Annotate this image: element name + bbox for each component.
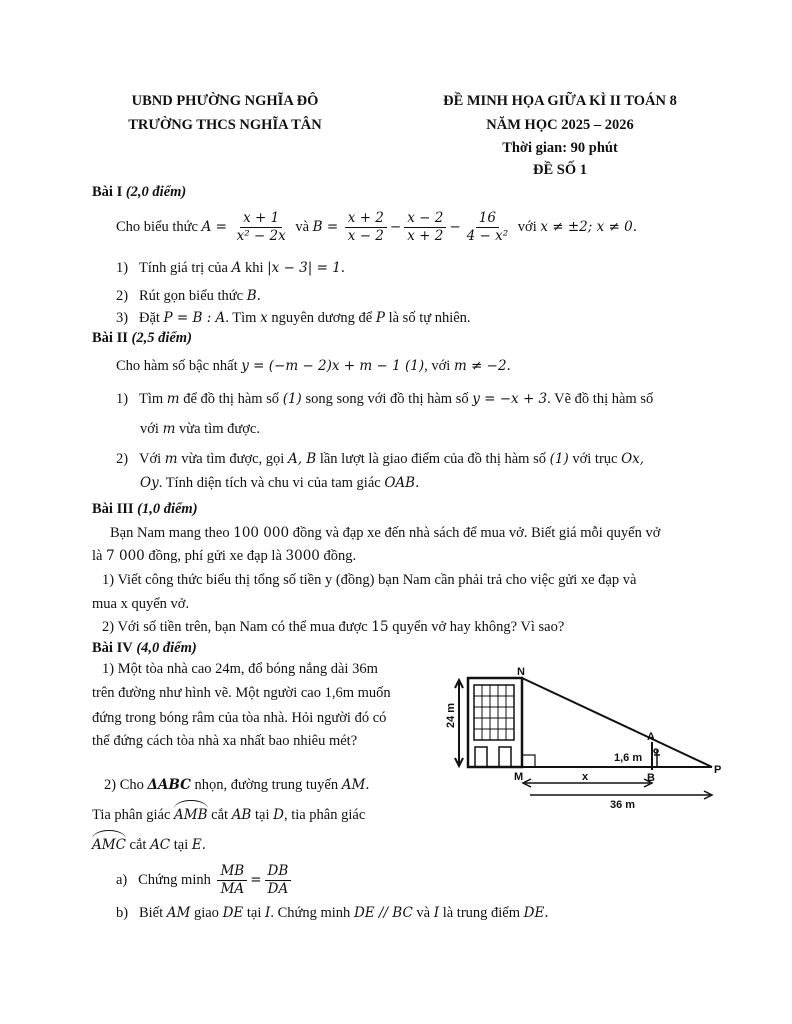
question-1-1: 1) Tính giá trị của A khi |x − 3| = 1. bbox=[116, 260, 346, 276]
section-4-title: Bài IV (4,0 điểm) bbox=[92, 640, 197, 656]
question-4-1-line-1: 1) Một tòa nhà cao 24m, đổ bóng nắng dài 36m bbox=[102, 661, 378, 677]
door-left bbox=[475, 747, 487, 767]
label-24m: 24 m bbox=[445, 702, 457, 728]
question-2-2: 2) Với m vừa tìm được, gọi A, B lần lượt là giao điểm của đồ thị hàm số (1) với trục Ox, bbox=[116, 451, 645, 467]
question-4-2-line-3: AMC cắt AC tại E. bbox=[92, 837, 207, 853]
section-2-intro: Cho hàm số bậc nhất y = (−m − 2)x + m − 1 (1), với m ≠ −2. bbox=[116, 358, 511, 374]
label-36m: 36 m bbox=[610, 799, 636, 810]
question-3-1: 1) Viết công thức biểu thị tổng số tiền y (đồng) bạn Nam cần phải trả cho việc gửi xe đạp và bbox=[102, 572, 637, 588]
question-2-1: 1) Tìm m để đồ thị hàm số (1) song song với đồ thị hàm số y = −x + 3. Vẽ đồ thị hàm số bbox=[116, 391, 654, 407]
question-4-2-line-1: 2) Cho ΔABC nhọn, đường trung tuyến AM. bbox=[104, 777, 370, 793]
question-4-1-line-3: đứng trong bóng râm của tòa nhà. Hỏi người đó có bbox=[92, 710, 387, 726]
section-2-title: Bài II (2,5 điểm) bbox=[92, 330, 192, 346]
question-4-1-line-4: thể đứng cách tòa nhà xa nhất bao nhiêu mét? bbox=[92, 733, 358, 749]
question-2-2-cont: Oy. Tính diện tích và chu vi của tam giác OAB. bbox=[140, 475, 420, 491]
question-4-1-line-2: trên đường như hình vẽ. Một người cao 1,6m muốn bbox=[92, 685, 391, 701]
question-4-2-b: b) Biết AM giao DE tại I. Chứng minh DE // BC và I là trung điểm DE. bbox=[116, 905, 549, 921]
person-icon bbox=[654, 749, 660, 767]
section-1-intro: Cho biểu thức A = $\frac{x + 1}{\text{x² − 2x}}$ và B = $\frac{x + 2}{x - 2}$ − $\frac{x - 2}{x + 2}$ − $\frac{16}{\text{4 − x²}}$ với x ≠ ±2; x ≠ 0. bbox=[116, 210, 637, 245]
school-year: NĂM HỌC 2025 – 2026 bbox=[486, 117, 634, 133]
label-b: B bbox=[647, 772, 655, 784]
section-3-para-1: Bạn Nam mang theo 100 000 đồng và đạp xe đến nhà sách để mua vở. Biết giá mỗi quyển vở bbox=[110, 525, 661, 541]
section-1-title: Bài I (2,0 điểm) bbox=[92, 184, 187, 200]
question-1-2: 2) Rút gọn biểu thức B. bbox=[116, 288, 261, 304]
question-4-2-line-2: Tia phân giác AMB cắt AB tại D, tia phân giác bbox=[92, 807, 366, 823]
school-name: TRƯỜNG THCS NGHĨA TÂN bbox=[128, 117, 322, 133]
section-3-para-2: là 7 000 đồng, phí gửi xe đạp là 3000 đồng. bbox=[92, 548, 357, 564]
question-1-3: 3) Đặt P = B : A. Tìm x nguyên dương để P là số tự nhiên. bbox=[116, 310, 471, 326]
building-shadow-figure bbox=[430, 660, 730, 810]
label-1-6m: 1,6 m bbox=[614, 752, 643, 764]
question-2-1-cont: với m vừa tìm được. bbox=[140, 421, 260, 437]
question-3-2: 2) Với số tiền trên, bạn Nam có thể mua được 15 quyển vở hay không? Vì sao? bbox=[102, 619, 565, 635]
door-right bbox=[499, 747, 511, 767]
label-x: x bbox=[582, 771, 589, 783]
label-n: N bbox=[517, 666, 525, 678]
question-3-1-cont: mua x quyển vở. bbox=[92, 596, 190, 612]
right-angle-mark bbox=[522, 755, 535, 767]
section-3-title: Bài III (1,0 điểm) bbox=[92, 501, 198, 517]
question-4-2-a: a) Chứng minh $\frac{MB}{MA}$ = $\frac{DB}{DA}$ bbox=[116, 862, 294, 898]
exam-code: ĐỀ SỐ 1 bbox=[533, 162, 587, 178]
exam-time: Thời gian: 90 phút bbox=[502, 140, 618, 156]
label-m: M bbox=[514, 771, 524, 783]
exam-title: ĐỀ MINH HỌA GIỮA KÌ II TOÁN 8 bbox=[443, 93, 677, 109]
building-windows bbox=[474, 685, 514, 740]
district-name: UBND PHƯỜNG NGHĨA ĐÔ bbox=[131, 93, 319, 109]
label-a: A bbox=[647, 731, 655, 743]
label-p: P bbox=[714, 764, 722, 776]
